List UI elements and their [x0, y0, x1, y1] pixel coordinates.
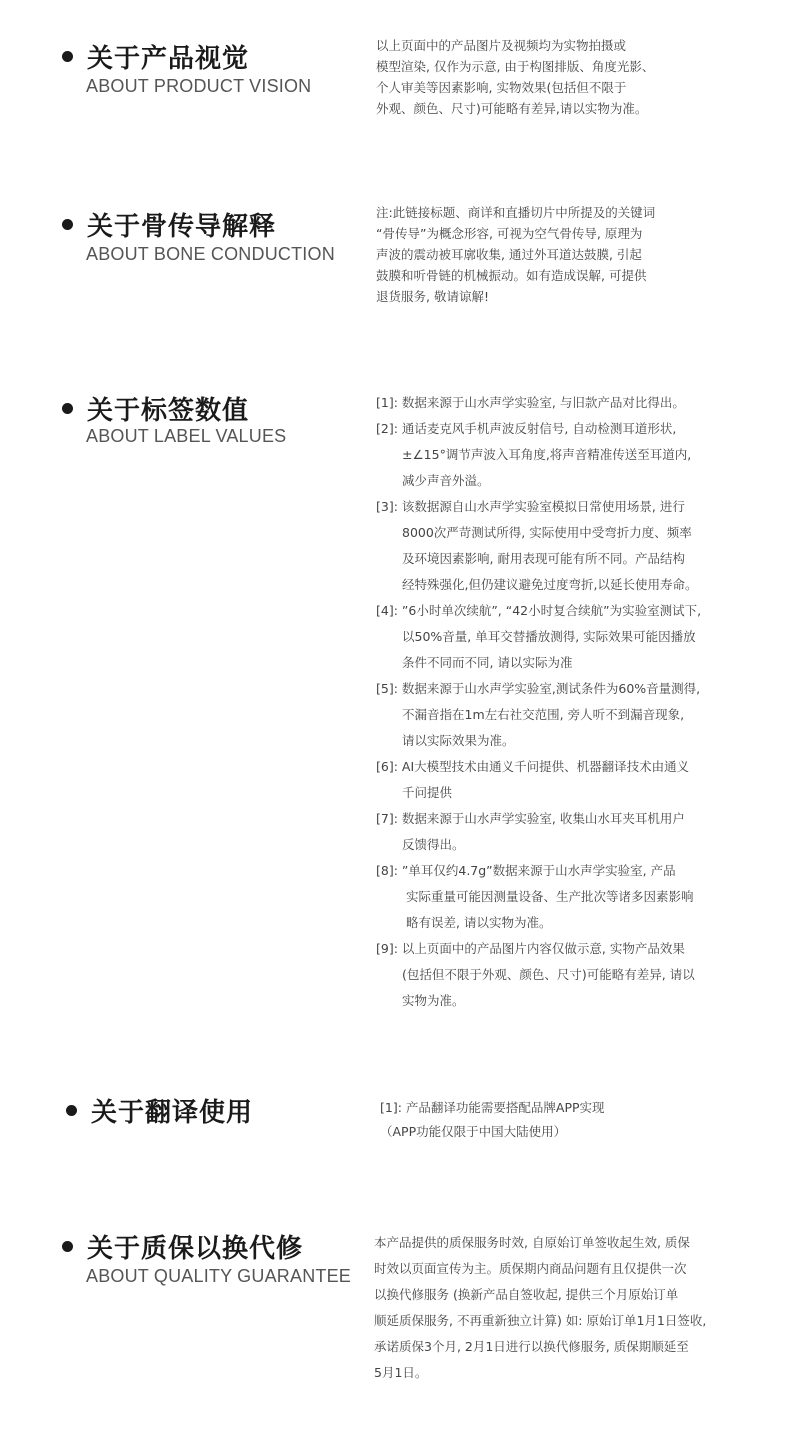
section-title: 关于骨传导解释 — [87, 212, 277, 242]
text-line: 鼓膜和听骨链的机械振动。如有造成误解, 可提供 — [376, 268, 647, 283]
text-line: 以换代修服务 (换新产品自签收起, 提供三个月原始订单 — [374, 1287, 679, 1302]
text-line: （APP功能仅限于中国大陆使用） — [380, 1124, 567, 1139]
section-body — [376, 35, 654, 119]
footnote-line: 实际重量可能因测量设备、生产批次等诸多因素影响 — [406, 889, 694, 904]
text-line: 个人审美等因素影响, 实物效果(包括但不限于 — [376, 80, 627, 95]
bullet-dot-icon — [66, 1105, 77, 1116]
footnote-line: ±∠15°调节声波入耳角度,将声音精准传送至耳道内, — [402, 447, 692, 462]
section-body — [380, 1096, 605, 1144]
section-subtitle: ABOUT LABEL VALUES — [86, 426, 287, 446]
footnote-line: [7]: 数据来源于山水声学实验室, 收集山水耳夹耳机用户 — [376, 811, 685, 826]
text-line: 5月1日。 — [374, 1365, 428, 1380]
footnote-line: [8]: ”单耳仅约4.7g”数据来源于山水声学实验室, 产品 — [376, 863, 676, 878]
footnote-line: [1]: 数据来源于山水声学实验室, 与旧款产品对比得出。 — [376, 395, 685, 410]
footnote-list — [376, 390, 701, 1014]
bullet-dot-icon — [62, 219, 73, 230]
footnote-line: 反馈得出。 — [402, 837, 465, 852]
text-line: 外观、颜色、尺寸)可能略有差异,请以实物为准。 — [376, 101, 648, 116]
text-line: 时效以页面宣传为主。质保期内商品问题有且仅提供一次 — [374, 1261, 687, 1276]
text-line: 承诺质保3个月, 2月1日进行以换代修服务, 质保期顺延至 — [374, 1339, 689, 1354]
bullet-dot-icon — [62, 51, 73, 62]
section-heading — [62, 1228, 303, 1265]
footnote-line: 条件不同而不同, 请以实际为准 — [402, 655, 573, 670]
section-quality-guarantee — [0, 1210, 800, 1451]
footnote-line: [4]: ”6小时单次续航”, “42小时复合续航”为实验室测试下, — [376, 603, 702, 618]
text-line: “骨传导”为概念形容, 可视为空气骨传导, 原理为 — [376, 226, 643, 241]
footnote-line: [5]: 数据来源于山水声学实验室,测试条件为60%音量测得, — [376, 681, 701, 696]
footnote-line: 及环境因素影响, 耐用表现可能有所不同。产品结构 — [402, 551, 685, 566]
section-product-vision — [0, 0, 800, 180]
footnote-line: 千问提供 — [402, 785, 453, 800]
section-title: 关于产品视觉 — [87, 44, 250, 74]
section-translation-use — [0, 1080, 800, 1210]
footnote-line: 经特殊强化,但仍建议避免过度弯折,以延长使用寿命。 — [402, 577, 698, 592]
footnote-line: 减少声音外溢。 — [402, 473, 490, 488]
footnote-line: [2]: 通话麦克风手机声波反射信号, 自动检测耳道形状, — [376, 421, 677, 436]
text-line: 声波的震动被耳廓收集, 通过外耳道达鼓膜, 引起 — [376, 247, 642, 262]
section-heading — [62, 38, 249, 75]
footnote-line: [3]: 该数据源自山水声学实验室模拟日常使用场景, 进行 — [376, 499, 685, 514]
text-line: 以上页面中的产品图片及视频均为实物拍摄或 — [376, 38, 627, 53]
section-label-values — [0, 380, 800, 1080]
section-subtitle: ABOUT BONE CONDUCTION — [86, 244, 335, 264]
section-title: 关于标签数值 — [87, 396, 250, 426]
text-line: 本产品提供的质保服务时效, 自原始订单签收起生效, 质保 — [374, 1235, 690, 1250]
footnote-line: [6]: AI大模型技术由通义千问提供、机器翻译技术由通义 — [376, 759, 690, 774]
section-subtitle: ABOUT QUALITY GUARANTEE — [86, 1266, 351, 1286]
section-body — [374, 1230, 706, 1386]
footnote-line: 略有误差, 请以实物为准。 — [406, 915, 552, 930]
bullet-dot-icon — [62, 403, 73, 414]
section-subtitle: ABOUT PRODUCT VISION — [86, 76, 312, 96]
text-line: 模型渲染, 仅作为示意, 由于构图排版、角度光影、 — [376, 59, 655, 74]
text-line: 顺延质保服务, 不再重新独立计算) 如: 原始订单1月1日签收, — [374, 1313, 707, 1328]
footnote-line: (包括但不限于外观、颜色、尺寸)可能略有差异, 请以 — [402, 967, 695, 982]
section-bone-conduction — [0, 180, 800, 380]
footnote-line: 以50%音量, 单耳交替播放测得, 实际效果可能因播放 — [402, 629, 696, 644]
footnote-line: 请以实际效果为准。 — [402, 733, 515, 748]
footnote-line: 不漏音指在1m左右社交范围, 旁人听不到漏音现象, — [402, 707, 685, 722]
section-heading — [66, 1092, 253, 1129]
text-line: 注:此链接标题、商详和直播切片中所提及的关键词 — [376, 205, 656, 220]
bullet-dot-icon — [62, 1241, 73, 1252]
text-line: [1]: 产品翻译功能需要搭配品牌APP实现 — [380, 1100, 605, 1115]
section-body — [376, 202, 655, 307]
section-title: 关于质保以换代修 — [87, 1234, 304, 1264]
section-heading — [62, 206, 276, 243]
footnote-line: 实物为准。 — [402, 993, 465, 1008]
footnote-line: [9]: 以上页面中的产品图片内容仅做示意, 实物产品效果 — [376, 941, 685, 956]
section-title: 关于翻译使用 — [91, 1098, 254, 1128]
section-heading — [62, 390, 249, 427]
text-line: 退货服务, 敬请谅解! — [376, 289, 489, 304]
footnote-line: 8000次严苛测试所得, 实际使用中受弯折力度、频率 — [402, 525, 692, 540]
